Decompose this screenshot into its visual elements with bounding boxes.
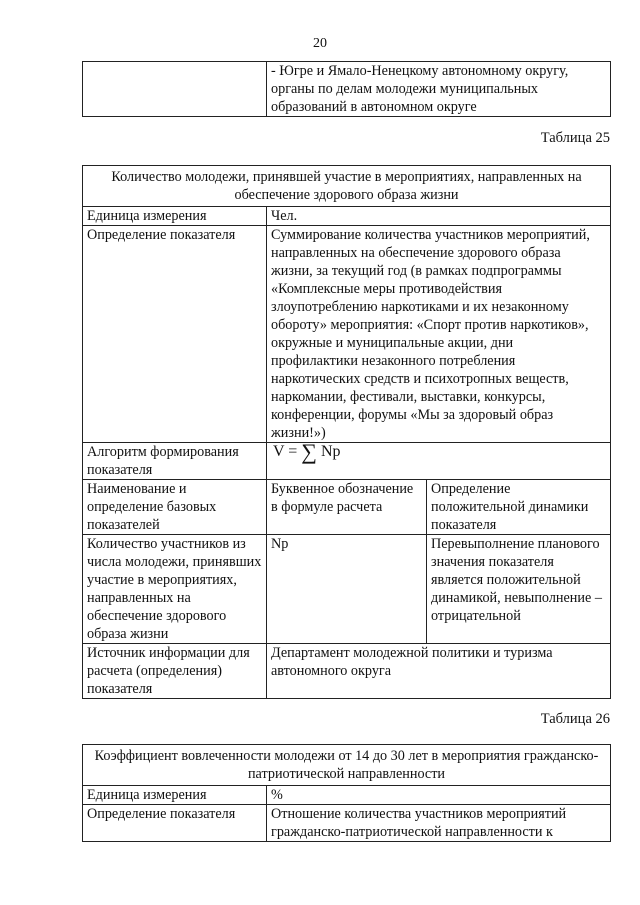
table-row bbox=[83, 166, 611, 207]
unit-label: Единица измерения bbox=[83, 207, 267, 226]
source-label: Источник информации для расчета (определения) показателя bbox=[83, 644, 267, 699]
formula-lhs: V = bbox=[273, 443, 298, 460]
continuation-table bbox=[82, 61, 611, 117]
table-row bbox=[83, 535, 611, 644]
empty-cell bbox=[83, 62, 267, 117]
page-number: 20 bbox=[313, 36, 327, 51]
formula bbox=[267, 439, 611, 480]
unit-label: Единица измерения bbox=[83, 786, 267, 805]
base-indicator-symbol: Np bbox=[267, 535, 427, 644]
sigma-symbol: ∑ bbox=[301, 439, 317, 464]
formula-rhs: Np bbox=[320, 443, 341, 460]
table-row bbox=[83, 62, 611, 117]
table26-title: Коэффициент вовлеченности молодежи от 14 до 30 лет в мероприятия гражданско-патриотической направленности bbox=[83, 745, 611, 786]
continuation-text: - Югре и Ямало-Ненецкому автономному округу, органы по делам молодежи муниципальных образований в автономном округе bbox=[267, 62, 611, 117]
definition-label: Определение показателя bbox=[83, 805, 267, 842]
header-col1: Наименование и определение базовых показателей bbox=[83, 480, 267, 535]
base-indicator-dynamics: Перевыполнение планового значения показателя является положительной динамикой, невыполнение – отрицательной bbox=[427, 535, 611, 644]
table25-caption: Таблица 25 bbox=[540, 130, 610, 146]
table26-caption: Таблица 26 bbox=[540, 711, 610, 727]
table25-title: Количество молодежи, принявшей участие в мероприятиях, направленных на обеспечение здорового образа жизни bbox=[83, 166, 611, 207]
header-col3: Определение положительной динамики показателя bbox=[427, 480, 611, 535]
base-indicator-name: Количество участников из числа молодежи, принявших участие в мероприятиях, направленных на обеспечение здорового образа жизни bbox=[83, 535, 267, 644]
definition-value: Отношение количества участников мероприятий гражданско-патриотической направленности к bbox=[267, 805, 611, 842]
table-row bbox=[83, 226, 611, 443]
table-26 bbox=[82, 744, 611, 842]
definition-label: Определение показателя bbox=[83, 226, 267, 443]
table-row bbox=[83, 443, 611, 480]
table-row bbox=[83, 207, 611, 226]
table-25 bbox=[82, 165, 611, 699]
source-value: Департамент молодежной политики и туризма автономного округа bbox=[267, 644, 611, 699]
definition-value: Суммирование количества участников мероприятий, направленных на обеспечение здорового образа жизни, за текущий год (в рамках подпрограммы «Комплексные меры противодействия злоупотреблению наркотиками и их незаконному обороту» мероприятия: «Спорт против наркотиков», окружные и муниципальные акции, дни профилактики незаконного потребления наркотических средств и психотропных веществ, наркомании, фестивали, выставки, конкурсы, конференции, форумы «Мы за здоровый образ жизни!») bbox=[267, 226, 611, 443]
unit-value: % bbox=[267, 786, 611, 805]
unit-value: Чел. bbox=[267, 207, 611, 226]
table-row bbox=[83, 745, 611, 786]
table-row bbox=[83, 805, 611, 842]
table-row bbox=[83, 786, 611, 805]
algorithm-label: Алгоритм формирования показателя bbox=[83, 443, 267, 480]
table-row bbox=[83, 644, 611, 699]
header-col2: Буквенное обозначение в формуле расчета bbox=[267, 480, 427, 535]
table-row bbox=[83, 480, 611, 535]
